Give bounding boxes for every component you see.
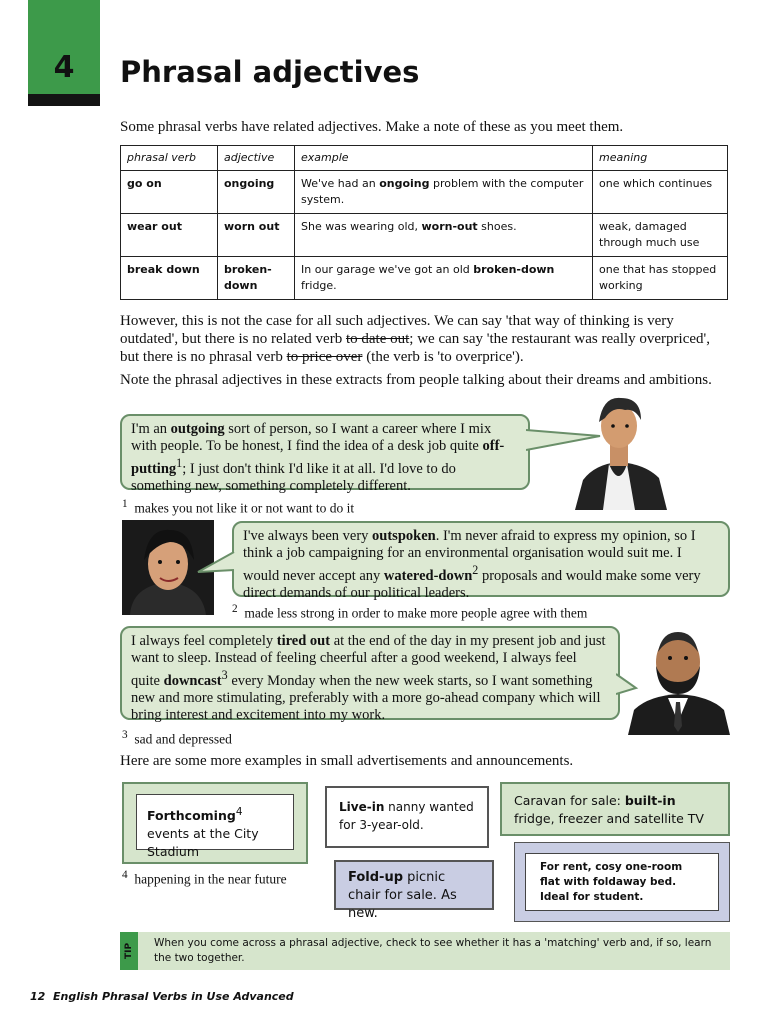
- page-number: 12: [30, 990, 46, 1003]
- cell-example: In our garage we've got an old broken-down fridge.: [295, 257, 593, 300]
- cell-meaning: one which continues: [593, 171, 728, 214]
- ads-intro: Here are some more examples in small advertisements and announcements.: [120, 753, 574, 769]
- ad-for-rent-flat: For rent, cosy one-room flat with foldaway bed. Ideal for student.: [514, 842, 730, 922]
- speech-bubble-outspoken: I've always been very outspoken. I'm never afraid to express my opinion, so I think a job campaigning for an environmental organisation would suit me. I would never accept any watered-down$^2$ proposals and would make some very direct demands of our political leaders.: [232, 521, 730, 597]
- footnote-1: $^1$ makes you not like it or not want to do it: [122, 498, 355, 516]
- footnote-3: $^3$ sad and depressed: [122, 729, 232, 747]
- table-row: [121, 171, 728, 214]
- ad-live-in-nanny: Live-in nanny wanted for 3-year-old.: [325, 786, 489, 848]
- bubble-tail: [526, 424, 604, 458]
- cell-adjective: worn out: [218, 214, 295, 257]
- unit-underline-bar: [28, 94, 100, 106]
- header-meaning: meaning: [593, 146, 728, 171]
- cell-verb: break down: [121, 257, 218, 300]
- however-paragraph: However, this is not the case for all such adjectives. We can say 'that way of thinking is very outdated', but there is no related verb to date out; we can say 'the restaurant was really overpriced', but there is no phrasal verb to price over (the verb is 'to overprice').: [120, 313, 710, 365]
- bearded-man-illustration: [628, 622, 730, 735]
- cell-adjective: ongoing: [218, 171, 295, 214]
- cell-meaning: weak, damaged through much use: [593, 214, 728, 257]
- ad-forthcoming-events: Forthcoming$^4$ events at the City Stadium: [122, 782, 308, 864]
- header-adjective: adjective: [218, 146, 295, 171]
- cell-example: She was wearing old, worn-out shoes.: [295, 214, 593, 257]
- note-paragraph: Note the phrasal adjectives in these extracts from people talking about their dreams and ambitions.: [120, 372, 712, 388]
- footnote-4: $^4$ happening in the near future: [122, 869, 287, 887]
- table-row: [121, 257, 728, 300]
- header-example: example: [295, 146, 593, 171]
- tip-label: TIP: [124, 942, 134, 960]
- footnote-2: $^2$ made less strong in order to make more people agree with them: [232, 603, 588, 621]
- table-row: [121, 214, 728, 257]
- page-footer: [30, 990, 294, 1003]
- cell-meaning: one that has stopped working: [593, 257, 728, 300]
- cell-example: We've had an ongoing problem with the computer system.: [295, 171, 593, 214]
- ad-caravan-for-sale: Caravan for sale: built-in fridge, freezer and satellite TV: [500, 782, 730, 836]
- speech-bubble-tired-out: I always feel completely tired out at the end of the day in my present job and just want to sleep. Instead of feeling cheerful after a good weekend, I always feel quite downcast$^3$ every Monday when the new week starts, so I want something new and more stimulating, preferably with a more go-ahead company which will bring interest and excitement into my work.: [120, 626, 620, 720]
- unit-number: 4: [53, 50, 75, 85]
- bubble-tail: [196, 548, 236, 582]
- phrasal-adjectives-table: [120, 145, 728, 300]
- ad-fold-up-chair: Fold-up picnic chair for sale. As new.: [334, 860, 494, 910]
- cell-verb: wear out: [121, 214, 218, 257]
- header-phrasal-verb: phrasal verb: [121, 146, 218, 171]
- cell-adjective: broken-down: [218, 257, 295, 300]
- tip-text: When you come across a phrasal adjective, check to see whether it has a 'matching' verb and, if so, learn the two together.: [154, 937, 712, 964]
- table-header-row: [121, 146, 728, 171]
- cell-verb: go on: [121, 171, 218, 214]
- speech-bubble-outgoing: I'm an outgoing sort of person, so I want a career where I mix with people. To be honest, I find the idea of a desk job quite off-putting$^1$; I just don't think I'd like it at all. I'd love to do something new, something completely different.: [120, 414, 530, 490]
- intro-text: Some phrasal verbs have related adjectives. Make a note of these as you meet them.: [120, 119, 624, 135]
- book-title: English Phrasal Verbs in Use Advanced: [52, 990, 294, 1003]
- page-title: Phrasal adjectives: [120, 55, 420, 89]
